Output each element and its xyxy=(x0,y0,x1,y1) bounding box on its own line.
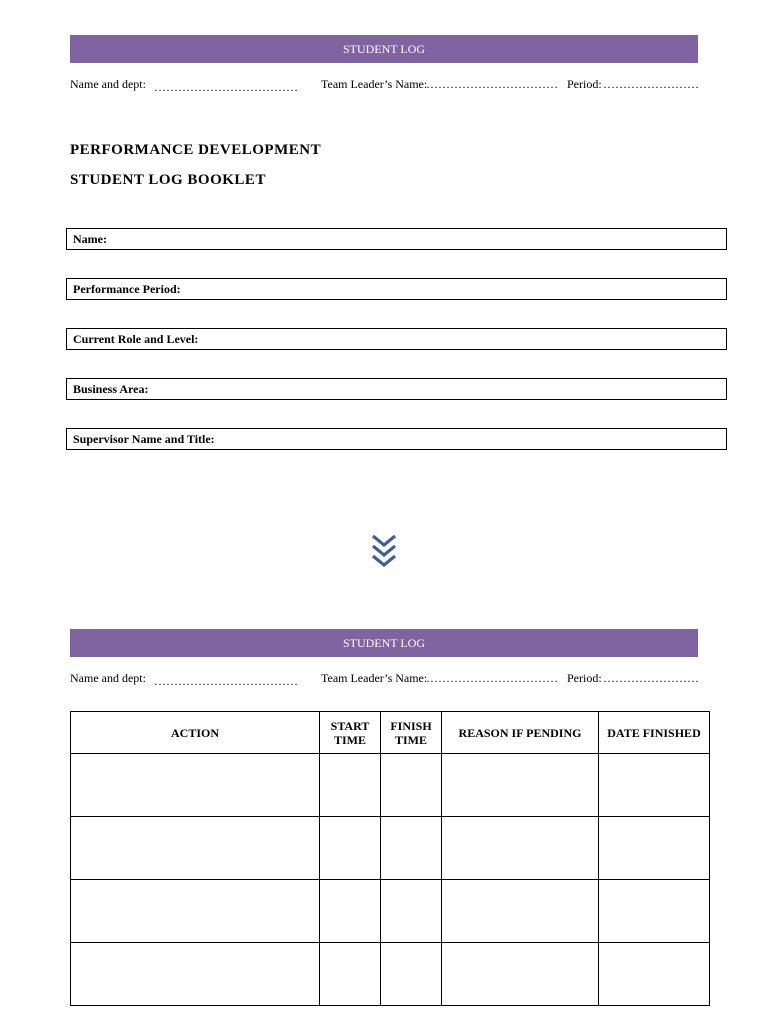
student-log-banner-bottom: STUDENT LOG xyxy=(70,629,698,657)
table-header-row xyxy=(71,712,710,754)
finish-time-cell[interactable] xyxy=(381,943,442,1006)
document-title-line2: STUDENT LOG BOOKLET xyxy=(70,172,266,188)
column-header-action-label: ACTION xyxy=(170,725,219,740)
reason-cell[interactable] xyxy=(442,754,599,817)
time-label: TIME xyxy=(394,732,427,747)
start-time-cell[interactable] xyxy=(320,817,381,880)
double-chevron-down-icon xyxy=(370,532,398,572)
start-time-cell[interactable] xyxy=(320,880,381,943)
date-finished-cell[interactable] xyxy=(599,754,710,817)
finish-time-cell[interactable] xyxy=(381,880,442,943)
finish-time-cell[interactable] xyxy=(381,754,442,817)
reason-cell[interactable] xyxy=(442,943,599,1006)
table-row xyxy=(71,754,710,817)
name-dept-fill-line[interactable]: ……………………………… xyxy=(154,674,298,688)
table-row xyxy=(71,817,710,880)
column-header-date-finished xyxy=(599,712,710,754)
log-table xyxy=(70,711,710,1006)
team-leader-fill-line[interactable]: …………………………… xyxy=(426,671,558,685)
business-area-field[interactable]: Business Area: xyxy=(66,378,727,400)
action-cell[interactable] xyxy=(71,943,320,1006)
name-dept-fill-line[interactable]: ……………………………… xyxy=(154,80,298,94)
column-header-action xyxy=(71,712,320,754)
column-header-date-label: DATE FINISHED xyxy=(607,725,701,740)
finish-label: FINISH xyxy=(390,718,432,733)
date-finished-cell[interactable] xyxy=(599,880,710,943)
name-dept-label: Name and dept: xyxy=(70,671,146,685)
current-role-field[interactable]: Current Role and Level: xyxy=(66,328,727,350)
name-dept-label: Name and dept: xyxy=(70,77,146,91)
reason-cell[interactable] xyxy=(442,880,599,943)
document-title-line1: PERFORMANCE DEVELOPMENT xyxy=(70,142,322,158)
team-leader-fill-line[interactable]: …………………………… xyxy=(426,77,558,91)
date-finished-cell[interactable] xyxy=(599,943,710,1006)
start-time-cell[interactable] xyxy=(320,754,381,817)
student-log-banner-top: STUDENT LOG xyxy=(70,35,698,63)
info-line-bottom xyxy=(70,670,698,686)
team-leader-label: Team Leader’s Name: xyxy=(321,671,428,685)
reason-cell[interactable] xyxy=(442,817,599,880)
period-label: Period: xyxy=(567,671,602,685)
info-line-top xyxy=(70,76,698,92)
finish-time-cell[interactable] xyxy=(381,817,442,880)
team-leader-label: Team Leader’s Name: xyxy=(321,77,428,91)
action-cell[interactable] xyxy=(71,817,320,880)
start-time-cell[interactable] xyxy=(320,943,381,1006)
action-cell[interactable] xyxy=(71,880,320,943)
time-label: TIME xyxy=(333,732,366,747)
date-finished-cell[interactable] xyxy=(599,817,710,880)
column-header-reason xyxy=(442,712,599,754)
supervisor-field[interactable]: Supervisor Name and Title: xyxy=(66,428,727,450)
name-field[interactable]: Name: xyxy=(66,228,727,250)
table-row xyxy=(71,943,710,1006)
start-label: START xyxy=(330,718,370,733)
period-label: Period: xyxy=(567,77,602,91)
period-fill-line[interactable]: …………………… xyxy=(603,671,699,685)
performance-period-field[interactable]: Performance Period: xyxy=(66,278,727,300)
column-header-finish-time xyxy=(381,712,442,754)
period-fill-line[interactable]: …………………… xyxy=(603,77,699,91)
table-row xyxy=(71,880,710,943)
action-cell[interactable] xyxy=(71,754,320,817)
column-header-start-time xyxy=(320,712,381,754)
column-header-reason-label: REASON IF PENDING xyxy=(458,725,582,740)
